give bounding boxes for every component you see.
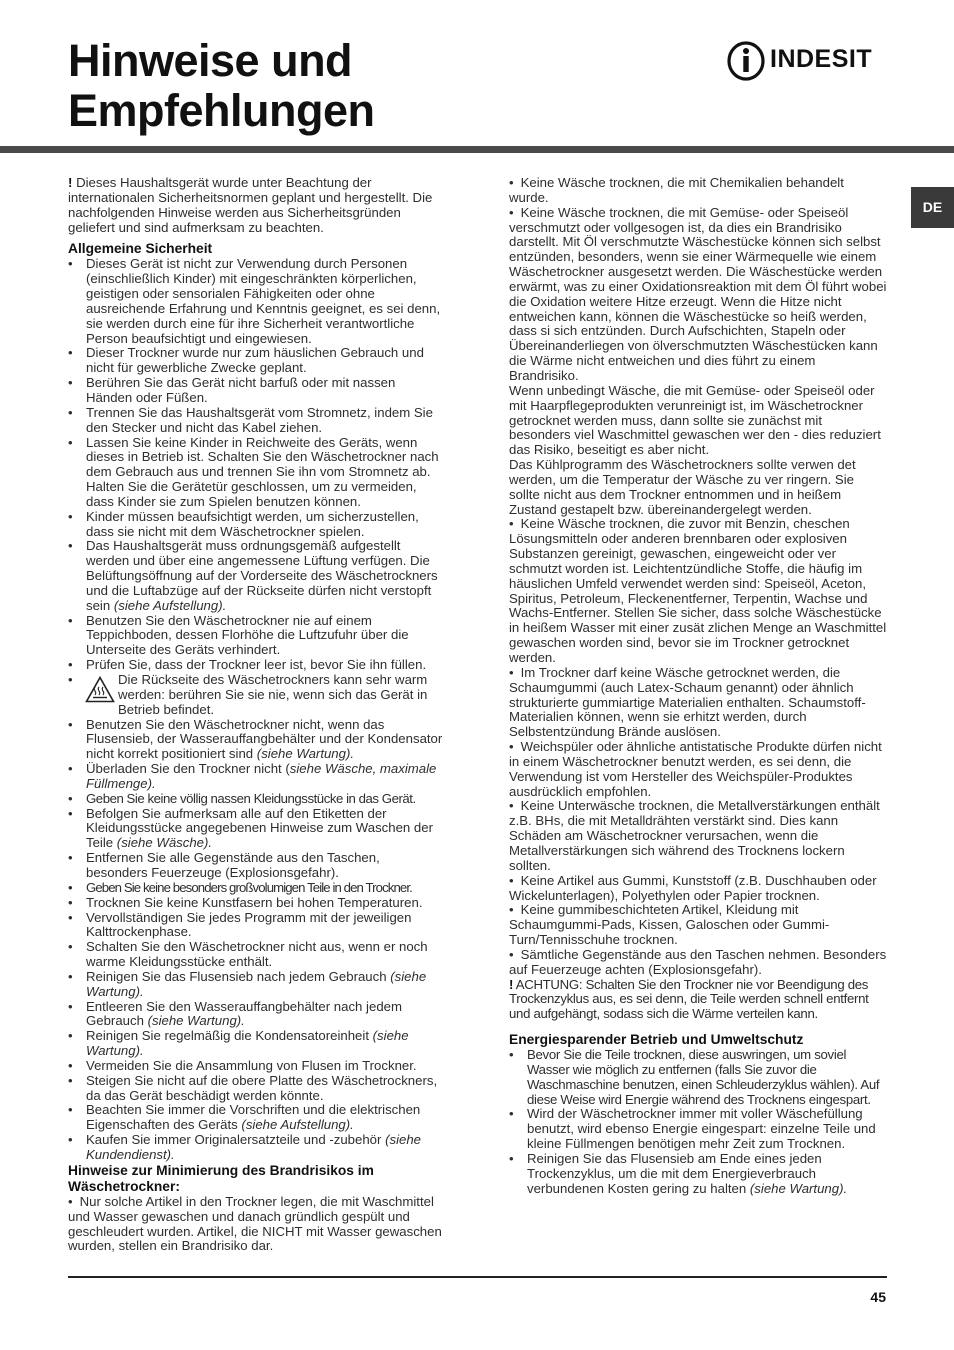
list-item: • Benutzen Sie den Wäschetrockner nicht, wenn das Flusensieb, der Wasserauffangbehälter und der Kondensator nicht korrekt positioniert sind (siehe Wartung). — [68, 718, 444, 763]
list-item: • Trocknen Sie keine Kunstfasern bei hohen Temperaturen. — [68, 896, 444, 911]
fire-warning — [509, 978, 887, 1023]
indesit-logo — [726, 40, 886, 82]
left-column — [68, 176, 444, 1254]
list-item: • Entfernen Sie alle Gegenstände aus den Taschen, besonders Feuerzeuge (Explosionsgefahr). — [68, 851, 444, 881]
fire-paragraph-10: • Keine Artikel aus Gummi, Kunststoff (z.B. Duschhauben oder Wickelunterlagen), Polyethylen oder Papier trocknen. — [509, 874, 887, 904]
title-line-2: Empfehlungen — [68, 85, 375, 136]
general-safety-list — [68, 257, 444, 1162]
list-item: • Kinder müssen beaufsichtigt werden, um sicherzustellen, dass sie nicht mit dem Wäschetrockner spielen. — [68, 510, 444, 540]
list-item: • Reinigen Sie das Flusensieb nach jedem Gebrauch (siehe Wartung). — [68, 970, 444, 1000]
header-rule — [0, 146, 954, 153]
list-item: • Entleeren Sie den Wasserauffangbehälter nach jedem Gebrauch (siehe Wartung). — [68, 1000, 444, 1030]
cross-reference: (siehe Aufstellung). — [241, 1117, 354, 1133]
title-line-1: Hinweise und — [68, 35, 353, 86]
list-item: • Überladen Sie den Trockner nicht (siehe Wäsche, maximale Füllmenge). — [68, 762, 444, 792]
list-item: • Bevor Sie die Teile trocknen, diese auswringen, um soviel Wasser wie möglich zu entfernen (falls Sie zuvor die Waschmaschine benutzen, einen Schleuderzyklus wählen). Auf diese Weise wird Energie während des Trocknens eingespart. — [509, 1048, 887, 1107]
list-item: • Geben Sie keine besonders großvolumigen Teile in den Trockner. — [68, 881, 444, 896]
list-item: • Kaufen Sie immer Originalersatzteile und -zubehör (siehe Kundendienst). — [68, 1133, 444, 1163]
energy-list — [509, 1048, 887, 1196]
fire-paragraph-1: • Nur solche Artikel in den Trockner legen, die mit Waschmittel und Wasser gewaschen und danach gründlich gespült und geschleudert wurden. Artikel, die NICHT mit Wasser gewaschen wurden, stellen ein Brandrisiko dar. — [68, 1195, 444, 1254]
list-item: • Berühren Sie das Gerät nicht barfuß oder mit nassen Händen oder Füßen. — [68, 376, 444, 406]
fire-paragraph-12: • Sämtliche Gegenstände aus den Taschen nehmen. Besonders auf Feuerzeuge achten (Explosionsgefahr). — [509, 948, 887, 978]
list-item: • Dieser Trockner wurde nur zum häuslichen Gebrauch und nicht für gewerbliche Zwecke geplant. — [68, 346, 444, 376]
page-number: 45 — [870, 1289, 886, 1305]
cross-reference: (siehe Kundendienst). — [86, 1132, 421, 1162]
language-tab: DE — [911, 187, 954, 228]
list-item: • Prüfen Sie, dass der Trockner leer ist, bevor Sie ihn füllen. — [68, 658, 444, 673]
intro-text: Dieses Haushaltsgerät wurde unter Beachtung der internationalen Sicherheitsnormen geplant und hergestellt. Die nachfolgenden Hinweise werden aus Sicherheitsgründen geliefert und sind aufmerksam zu beachten. — [68, 175, 433, 235]
cross-reference: (siehe Wartung). — [86, 1028, 409, 1059]
fire-paragraph-4: Wenn unbedingt Wäsche, die mit Gemüse- oder Speiseöl oder mit Haarpflegeprodukten verunreinigt ist, im Wäschetrockner getrocknet werden muss, dann sollte sie zunächst mit besonders viel Waschmittel gewaschen wer den - dies reduziert das Risiko, beseitigt es aber nicht. — [509, 382, 881, 458]
fire-paragraph-7: • Im Trockner darf keine Wäsche getrocknet werden, die Schaumgummi (auch Latex-Schaum genannt) oder ähnlich strukturierte gummiartige Materialien enthalten. Schaumstoff-Materialien können, wenn sie erhitzt werden, durch Selbstentzündung Brände auslösen. — [509, 666, 887, 740]
hot-surface-warning-icon — [85, 676, 115, 703]
list-item: • Steigen Sie nicht auf die obere Platte des Wäschetrockners, da das Gerät beschädigt werden könnte. — [68, 1074, 444, 1104]
list-item: • Das Haushaltsgerät muss ordnungsgemäß aufgestellt werden und über eine angemessene Lüftung verfügen. Die Belüftungsöffnung auf der Vorderseite des Wäschetrockners und die Luftabzüge auf der Rückseite dürfen nicht verstopft sein (siehe Aufstellung). — [68, 539, 444, 613]
right-column — [509, 176, 887, 1197]
page-title — [68, 36, 375, 136]
list-item: • Lassen Sie keine Kinder in Reichweite des Geräts, wenn dieses in Betrieb ist. Schalten Sie den Wäschetrockner nach dem Gebrauch aus und trennen Sie ihn vom Stromnetz ab. Halten Sie die Gerätetür geschlossen, um zu vermeiden, dass Kinder sie zum Spielen benutzen können. — [68, 436, 444, 510]
list-item: • Vermeiden Sie die Ansammlung von Flusen im Trockner. — [68, 1059, 444, 1074]
fire-paragraph-8: • Weichspüler oder ähnliche antistatische Produkte dürfen nicht in einem Wäschetrockner benutzt werden, es sei denn, die Verwendung ist vom Hersteller des Weichspüler-Produktes ausdrücklich empfohlen. — [509, 740, 887, 799]
fire-paragraph-11: • Keine gummibeschichteten Artikel, Kleidung mit Schaumgummi-Pads, Kissen, Galoschen oder Gummi-Turn/Tennisschuhe trocknen. — [509, 903, 887, 948]
fire-paragraph-5: Das Kühlprogramm des Wäschetrockners sollte verwen det werden, um die Temperatur der Wäsche zu ver ringern. Sie sollte nicht aus dem Trockner entnommen und in heißem Zustand gestapelt bzw. übereinandergelegt werden. — [509, 457, 856, 517]
energy-heading: Energiesparender Betrieb und Umweltschutz — [509, 1032, 804, 1048]
intro-paragraph — [68, 176, 444, 235]
cross-reference: (siehe Wartung). — [749, 1180, 848, 1196]
list-item: • Geben Sie keine völlig nassen Kleidungsstücke in das Gerät. — [68, 792, 444, 807]
general-safety-heading: Allgemeine Sicherheit — [68, 241, 213, 257]
logo-wordmark: INDESIT — [770, 45, 873, 73]
cross-reference: (siehe Wartung). — [147, 1013, 245, 1029]
warning-marker: ! — [509, 976, 514, 992]
fire-risk-heading: Hinweise zur Minimierung des Brandrisikos im Wäschetrockner: — [68, 1162, 374, 1194]
fire-paragraph-2: • Keine Wäsche trocknen, die mit Chemikalien behandelt wurde. — [509, 176, 887, 206]
list-item: • Schalten Sie den Wäschetrockner nicht aus, wenn er noch warme Kleidungsstücke enthält. — [68, 940, 444, 970]
list-item: • Reinigen Sie das Flusensieb am Ende eines jeden Trockenzyklus, um die mit dem Energieverbrauch verbundenen Kosten gering zu halten (siehe Wartung). — [509, 1152, 887, 1197]
info-circle-icon — [726, 40, 766, 82]
list-item: • Befolgen Sie aufmerksam alle auf den Etiketten der Kleidungsstücke angegebenen Hinweise zum Waschen der Teile (siehe Wäsche). — [68, 807, 444, 852]
warning-text: ACHTUNG: Schalten Sie den Trockner nie vor Beendigung des Trockenzyklus aus, es sei denn, die Teile werden schnell entfernt und aufgehängt, sodass sich die Wärme verteilen kann. — [509, 976, 869, 1022]
cross-reference: (siehe Wartung). — [256, 746, 355, 762]
list-item: • Trennen Sie das Haushaltsgerät vom Stromnetz, indem Sie den Stecker und nicht das Kabel ziehen. — [68, 406, 444, 436]
fire-paragraph-3: • Keine Wäsche trocknen, die mit Gemüse- oder Speiseöl verschmutzt oder vollgesogen ist, da dies ein Brandrisiko darstellt. Mit Öl verschmutzte Wäschestücke können sich selbst entzünden, besonders, wenn sie einer Wärmequelle wie einem Wäschetrockner ausgesetzt werden. Die Wäschestücke werden erwärmt, was zu einer Oxidationsreaktion mit dem Öl führt wobei die Oxidation weitere Hitze erzeugt. Wenn die Hitze nicht entweichen kann, können die Wäschestücke so heiß werden, dass si sich entzünden. Durch Aufschichten, Stapeln oder Übereinanderliegen von ölverschmutzten Wäschestücken kann die Wärme nicht entweichen und dies führt zu einem Brandrisiko. — [509, 206, 887, 384]
fire-paragraph-9: • Keine Unterwäsche trocknen, die Metallverstärkungen enthält z.B. BHs, die mit Metalldrähten verstärkt sind. Dies kann Schäden am Wäschetrockner verursachen, wenn die Metallverstärkungen sich während des Trocknens lockern sollten. — [509, 799, 887, 873]
list-item: • Wird der Wäschetrockner immer mit voller Wäschefüllung benutzt, wird ebenso Energie eingespart: einzelne Teile und kleine Füllmengen benötigen mehr Zeit zum Trocknen. — [509, 1107, 887, 1152]
list-item: • Reinigen Sie regelmäßig die Kondensatoreinheit (siehe Wartung). — [68, 1029, 444, 1059]
footer-rule — [68, 1276, 887, 1278]
list-item: • Benutzen Sie den Wäschetrockner nie auf einem Teppichboden, dessen Florhöhe die Luftzufuhr über die Unterseite des Geräts verhindert. — [68, 614, 444, 659]
list-item: • Vervollständigen Sie jedes Programm mit der jeweiligen Kalttrockenphase. — [68, 911, 444, 941]
cross-reference: (siehe Aufstellung). — [113, 597, 227, 613]
cross-reference: siehe Wäsche, maximale Füllmenge). — [86, 761, 437, 791]
fire-paragraph-6: • Keine Wäsche trocknen, die zuvor mit Benzin, cheschen Lösungsmitteln oder anderen brennbaren oder explosiven Substanzen gereinigt, gewaschen, eingeweicht oder ver schmutzt worden ist. Leichtentzündliche Stoffe, die häufig im häuslichen Umfeld verwendet werden sind: Speiseöl, Aceton, Spiritus, Petroleum, Fleckenentferner, Terpentin, Wachse und Wachs-Entferner. Stellen Sie sicher, dass solche Wäschestücke in heißem Wasser mit einer zusät zlichen Menge an Waschmittel gewaschen worden sind, bevor sie im Trockner getrocknet werden. — [509, 517, 887, 665]
list-item: • Beachten Sie immer die Vorschriften und die elektrischen Eigenschaften des Geräts (siehe Aufstellung). — [68, 1103, 444, 1133]
intro-marker: ! — [68, 175, 73, 190]
list-item: • Dieses Gerät ist nicht zur Verwendung durch Personen (einschließlich Kinder) mit eingeschränkten körperlichen, geistigen oder sensorialen Fähigkeiten oder ohne ausreichende Erfahrung und Kenntnis geeignet, es sei denn, sie werden durch eine für ihre Sicherheit verantwortliche Person beaufsichtigt und eingewiesen. — [68, 257, 444, 346]
list-item-hot-surface: • Die Rückseite des Wäschetrockners kann sehr warm werden: berühren Sie sie nie, wenn sich das Gerät in Betrieb befindet. — [68, 673, 444, 718]
cross-reference: (siehe Wartung). — [86, 968, 427, 999]
cross-reference: (siehe Wäsche). — [116, 835, 213, 851]
